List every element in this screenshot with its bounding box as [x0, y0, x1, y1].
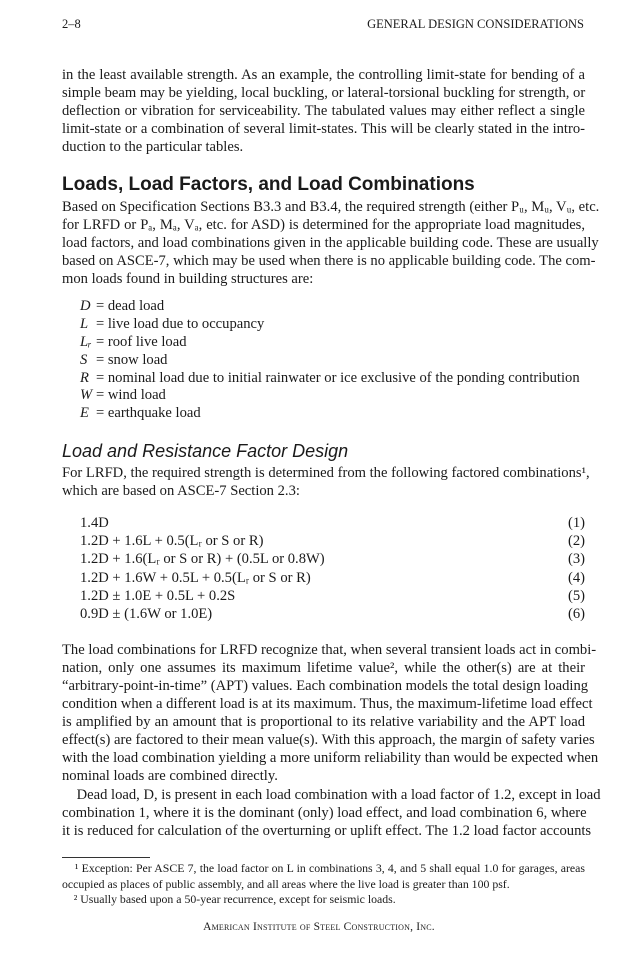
load-symbol: L [80, 315, 89, 332]
load-definition: = live load due to occupancy [96, 315, 265, 332]
text-line: duction to the particular tables. [62, 139, 244, 155]
equation-number: (2) [567, 533, 585, 550]
equation-number: (6) [567, 605, 585, 622]
text-line: deflection or vibration for serviceability. The tabulated values may either reflect a single [62, 103, 585, 119]
equation [80, 550, 585, 568]
text-line: effect(s) are factored to their mean value(s). With this approach, the margin of safety varies [62, 732, 595, 748]
equation-number: (4) [567, 569, 585, 586]
text-line: load factors, and load combinations given in the applicable building code. These are usually [62, 235, 599, 251]
load-combinations [80, 514, 585, 623]
load-symbol: D [80, 298, 91, 314]
equation-number: (1) [567, 515, 585, 531]
load-definition: = earthquake load [96, 405, 201, 422]
equation-number: (3) [567, 551, 585, 568]
equation-expression: 1.2D + 1.6L + 0.5(Lᵣ or S or R) [80, 533, 264, 550]
text-line: For LRFD, the required strength is determined from the following factored combinations¹, [62, 465, 590, 481]
text-line: Based on Specification Sections B3.3 and B3.4, the required strength (either Pᵤ, Mᵤ, Vᵤ, etc. [62, 199, 600, 215]
text-line: condition when a different load is at its maximum. Thus, the maximum-lifetime load effect [62, 696, 593, 712]
load-definition: = wind load [96, 387, 166, 404]
equation [80, 569, 585, 587]
list-item [80, 316, 590, 334]
text-line: nation, only one assumes its maximum lifetime value², while the other(s) are at their [62, 660, 585, 676]
text-line: combination 1, where it is the dominant (only) load effect, and load combination 6, where [62, 805, 587, 821]
equation [80, 514, 585, 532]
load-symbol: W [80, 387, 93, 404]
equation-expression: 1.4D [80, 515, 109, 531]
running-header: GENERAL DESIGN CONSIDERATIONS [367, 17, 584, 31]
list-item [80, 334, 590, 352]
load-definition: = roof live load [96, 333, 187, 350]
text-line: limit-state or a combination of several limit-states. This will be clearly stated in the intro- [62, 121, 585, 137]
text-line: mon loads found in building structures are: [62, 271, 314, 287]
body-paragraph [62, 641, 599, 785]
text-line: nominal loads are combined directly. [62, 768, 278, 784]
text-line: simple beam may be yielding, local buckling, or lateral-torsional buckling for strength, or [62, 85, 586, 101]
load-symbol: Lᵣ [80, 333, 92, 350]
list-item [80, 405, 590, 423]
text-line: with the load combination yielding a more uniform reliability than would be expected when [62, 750, 599, 766]
text-line: is amplified by an amount that is proportional to its relative variability and the APT load [62, 714, 585, 730]
footnote-2: ² Usually based upon a 50-year recurrence, except for seismic loads. [62, 892, 396, 906]
page-footer: American Institute of Steel Construction, Inc. [203, 921, 435, 933]
list-item [80, 352, 590, 370]
load-definition: = dead load [96, 298, 165, 314]
section-paragraph [62, 198, 600, 288]
text-line: The load combinations for LRFD recognize that, when several transient loads act in combi- [62, 642, 597, 658]
footnote-divider [62, 857, 150, 858]
loads-list [80, 298, 590, 423]
text-line: in the least available strength. As an example, the controlling limit-state for bending of a [62, 67, 585, 83]
intro-paragraph [62, 66, 585, 156]
text-line: it is reduced for calculation of the overturning or uplift effect. The 1.2 load factor accounts [62, 823, 592, 839]
equation-expression: 0.9D ± (1.6W or 1.0E) [80, 605, 213, 622]
load-symbol: S [80, 351, 88, 368]
footnote-1-cont: occupied as places of public assembly, and all areas where the live load is greater than 100 psf. [62, 876, 510, 891]
footnotes [62, 861, 585, 908]
page-number: 2–8 [62, 17, 81, 31]
load-symbol: E [80, 405, 89, 422]
load-definition: = snow load [96, 351, 168, 368]
footnote-1: ¹ Exception: Per ASCE 7, the load factor on L in combinations 3, 4, and 5 shall equal 1.0 for garages, areas [62, 861, 585, 875]
list-item [80, 298, 590, 316]
text-line: based on ASCE-7, which may be used when there is no applicable building code. The com- [62, 253, 596, 269]
equation [80, 587, 585, 605]
equation-expression: 1.2D + 1.6W + 0.5L + 0.5(Lᵣ or S or R) [80, 569, 311, 586]
equation-expression: 1.2D ± 1.0E + 0.5L + 0.2S [80, 587, 236, 604]
equation-number: (5) [567, 587, 585, 604]
load-definition: = nominal load due to initial rainwater or ice exclusive of the ponding contribution [96, 369, 580, 386]
text-line: for LRFD or Pₐ, Mₐ, Vₐ, etc. for ASD) is determined for the appropriate load magnitudes, [62, 217, 585, 233]
text-line: Dead load, D, is present in each load combination with a load factor of 1.2, except in load [62, 787, 601, 803]
equation [80, 532, 585, 550]
text-line: “arbitrary-point-in-time” (APT) values. Each combination models the total design loading [62, 678, 589, 694]
section-heading: Loads, Load Factors, and Load Combinations [62, 174, 475, 195]
subsection-heading: Load and Resistance Factor Design [62, 441, 349, 461]
load-symbol: R [80, 369, 89, 386]
equation [80, 605, 585, 623]
list-item [80, 387, 590, 405]
list-item [80, 370, 590, 388]
equation-expression: 1.2D + 1.6(Lᵣ or S or R) + (0.5L or 0.8W) [80, 551, 325, 568]
subsection-paragraph [62, 464, 590, 500]
text-line: which are based on ASCE-7 Section 2.3: [62, 483, 300, 499]
body-paragraph [62, 786, 601, 840]
